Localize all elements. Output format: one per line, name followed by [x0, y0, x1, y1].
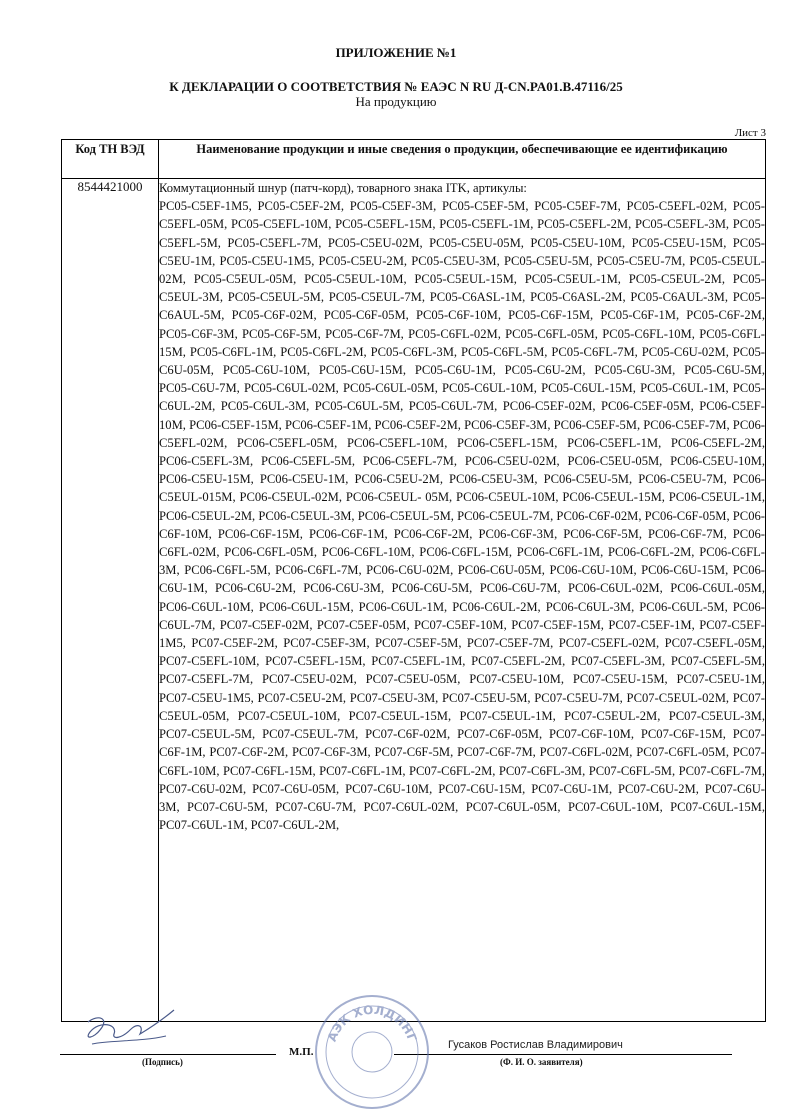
- name-line: [394, 1054, 732, 1055]
- appendix-title: ПРИЛОЖЕНИЕ №1: [335, 45, 457, 60]
- sheet-number: Лист 3: [734, 127, 766, 139]
- signature-scribble: [70, 1000, 190, 1055]
- product-lead: Коммутационный шнур (патч-корд), товарного знака ITK, артикулы:: [159, 181, 527, 195]
- product-table: [61, 139, 766, 1022]
- svg-text:АЭК ХОЛДИНГ: [325, 1003, 420, 1044]
- table-header-row: [62, 140, 766, 179]
- declaration-number: К ДЕКЛАРАЦИИ О СООТВЕТСТВИЯ № ЕАЭС N RU Д-CN.PA01.B.47116/25: [169, 79, 623, 94]
- article-list: PC05-C5EF-1M5, PC05-C5EF-2M, PC05-C5EF-3M, PC05-C5EF-5M, PC05-C5EF-7M, PC05-C5EFL-02M, PC05-C5EFL-05M, PC05-C5EFL-10M, PC05-C5EFL-15M, PC05-C5EFL-1M, PC05-C5EFL-2M, PC05-C5EFL-3M, PC05-C5EFL-5M, PC05-C5EFL-7M, PC05-C5EU-02M, PC05-C5EU-05M, PC05-C5EU-10M, PC05-C5EU-15M, PC05-C5EU-1M, PC05-C5EU-1M5, PC05-C5EU-2M, PC05-C5EU-3M, PC05-C5EU-5M, PC05-C5EU-7M, PC05-C5EUL-02M, PC05-C5EUL-05M, PC05-C5EUL-10M, PC05-C5EUL-15M, PC05-C5EUL-1M, PC05-C5EUL-2M, PC05-C5EUL-3M, PC05-C5EUL-5M, PC05-C5EUL-7M, PC05-C6ASL-1M, PC05-C6ASL-2M, PC05-C6AUL-3M, PC05-C6AUL-5M, PC05-C6F-02M, PC05-C6F-05M, PC05-C6F-10M, PC05-C6F-15M, PC05-C6F-1M, PC05-C6F-2M, PC05-C6F-3M, PC05-C6F-5M, PC05-C6F-7M, PC05-C6FL-02M, PC05-C6FL-05M, PC05-C6FL-10M, PC05-C6FL-15M, PC05-C6FL-1M, PC05-C6FL-2M, PC05-C6FL-3M, PC05-C6FL-5M, PC05-C6FL-7M, PC05-C6U-02M, PC05-C6U-05M, PC05-C6U-10M, PC05-C6U-15M, PC05-C6U-1M, PC05-C6U-2M, PC05-C6U-3M, PC05-C6U-5M, PC05-C6U-7M, PC05-C6UL-02M, PC05-C6UL-05M, PC05-C6UL-10M, PC05-C6UL-15M, PC05-C6UL-1M, PC05-C6UL-2M, PC05-C6UL-3M, PC05-C6UL-5M, PC05-C6UL-7M, PC06-C5EF-02M, PC06-C5EF-05M, PC06-C5EF-10M, PC06-C5EF-15M, PC06-C5EF-1M, PC06-C5EF-2M, PC06-C5EF-3M, PC06-C5EF-5M, PC06-C5EF-7M, PC06-C5EFL-02M, PC06-C5EFL-05M, PC06-C5EFL-10M, PC06-C5EFL-15M, PC06-C5EFL-1M, PC06-C5EFL-2M, PC06-C5EFL-3M, PC06-C5EFL-5M, PC06-C5EFL-7M, PC06-C5EU-02M, PC06-C5EU-05M, PC06-C5EU-10M, PC06-C5EU-15M, PC06-C5EU-1M, PC06-C5EU-2M, PC06-C5EU-3M, PC06-C5EU-5M, PC06-C5EU-7M, PC06-C5EUL-015M, PC06-C5EUL-02M, PC06-C5EUL- 05M, PC06-C5EUL-10M, PC06-C5EUL-15M, PC06-C5EUL-1M, PC06-C5EUL-2M, PC06-C5EUL-3M, PC06-C5EUL-5M, PC06-C5EUL-7M, PC06-C6F-02M, PC06-C6F-05M, PC06-C6F-10M, PC06-C6F-15M, PC06-C6F-1M, PC06-C6F-2M, PC06-C6F-3M, PC06-C6F-5M, PC06-C6F-7M, PC06-C6FL-02M, PC06-C6FL-05M, PC06-C6FL-10M, PC06-C6FL-15M, PC06-C6FL-1M, PC06-C6FL-2M, PC06-C6FL-3M, PC06-C6FL-5M, PC06-C6FL-7M, PC06-C6U-02M, PC06-C6U-05M, PC06-C6U-10M, PC06-C6U-15M, PC06-C6U-1M, PC06-C6U-2M, PC06-C6U-3M, PC06-C6U-5M, PC06-C6U-7M, PC06-C6UL-02M, PC06-C6UL-05M, PC06-C6UL-10M, PC06-C6UL-15M, PC06-C6UL-1M, PC06-C6UL-2M, PC06-C6UL-3M, PC06-C6UL-5M, PC06-C6UL-7M, PC07-C5EF-02M, PC07-C5EF-05M, PC07-C5EF-10M, PC07-C5EF-15M, PC07-C5EF-1M, PC07-C5EF-1M5, PC07-C5EF-2M, PC07-C5EF-3M, PC07-C5EF-5M, PC07-C5EF-7M, PC07-C5EFL-02M, PC07-C5EFL-05M, PC07-C5EFL-10M, PC07-C5EFL-15M, PC07-C5EFL-1M, PC07-C5EFL-2M, PC07-C5EFL-3M, PC07-C5EFL-5M, PC07-C5EFL-7M, PC07-C5EU-02M, PC07-C5EU-05M, PC07-C5EU-10M, PC07-C5EU-15M, PC07-C5EU-1M, PC07-C5EU-1M5, PC07-C5EU-2M, PC07-C5EU-3M, PC07-C5EU-5M, PC07-C5EU-7M, PC07-C5EUL-02M, PC07-C5EUL-05M, PC07-C5EUL-10M, PC07-C5EUL-15M, PC07-C5EUL-1M, PC07-C5EUL-2M, PC07-C5EUL-3M, PC07-C5EUL-5M, PC07-C5EUL-7M, PC07-C6F-02M, PC07-C6F-05M, PC07-C6F-10M, PC07-C6F-15M, PC07-C6F-1M, PC07-C6F-2M, PC07-C6F-3M, PC07-C6F-5M, PC07-C6F-7M, PC07-C6FL-02M, PC07-C6FL-05M, PC07-C6FL-10M, PC07-C6FL-15M, PC07-C6FL-1M, PC07-C6FL-2M, PC07-C6FL-3M, PC07-C6FL-5M, PC07-C6FL-7M, PC07-C6U-02M, PC07-C6U-05M, PC07-C6U-10M, PC07-C6U-15M, PC07-C6U-1M, PC07-C6U-2M, PC07-C6U-3M, PC07-C6U-5M, PC07-C6U-7M, PC07-C6UL-02M, PC07-C6UL-05M, PC07-C6UL-10M, PC07-C6UL-15M, PC07-C6UL-1M, PC07-C6UL-2M,: [159, 199, 766, 833]
- fio-label: (Ф. И. О. заявителя): [500, 1057, 583, 1067]
- signer-name: Гусаков Ростислав Владимирович: [448, 1039, 623, 1051]
- column-header-name: Наименование продукции и иные сведения о продукции, обеспечивающие ее идентификацию: [159, 140, 766, 179]
- signature-line: [60, 1054, 276, 1055]
- tn-ved-code: 8544421000: [62, 179, 159, 1022]
- signature-label: (Подпись): [142, 1057, 183, 1067]
- stamp-place-label: М.П.: [289, 1046, 314, 1058]
- column-header-code: Код ТН ВЭД: [62, 140, 159, 179]
- stamp-text: АЭК ХОЛДИНГ: [324, 1002, 420, 1044]
- product-description: [159, 179, 766, 1022]
- company-stamp: [312, 992, 432, 1112]
- table-row: [62, 179, 766, 1022]
- subtitle: На продукцию: [355, 94, 437, 109]
